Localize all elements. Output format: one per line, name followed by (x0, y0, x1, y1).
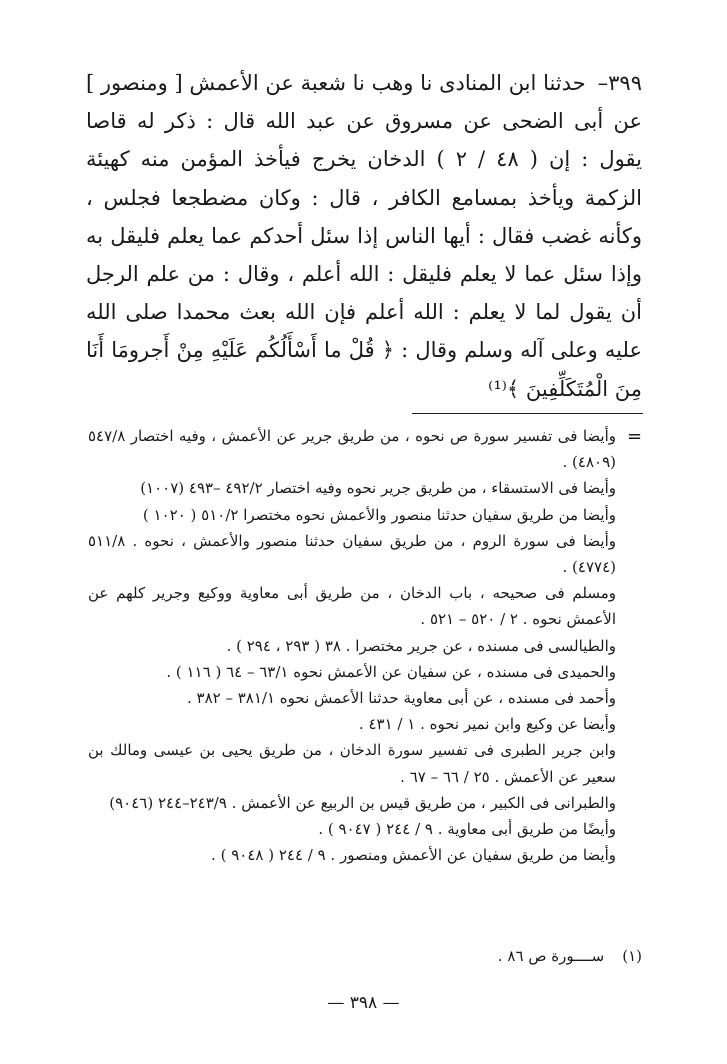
footnote-line: وأيضا من طريق سفيان حدثنا منصور والأعمش نحوه مختصرا ٥١٠/٢ ( ١٠٢٠ ) (142, 505, 616, 524)
footnote-line: وأيضًا من طريق أبى معاوية . ٩ / ٢٤٤ ( ٩٠٤٧ ) . (318, 820, 616, 839)
continuation-mark: = (627, 426, 643, 447)
footnote-line: وأيضا من طريق سفيان عن الأعمش ومنصور . ٩ / ٢٤٤ ( ٩٠٤٨ ) . (211, 846, 616, 865)
hadith-text: حدثنا ابن المنادى نا وهب نا شعبة عن الأعمش [ ومنصور ] عن أبى الضحى عن مسروق عن عبد الله قال : ذكر له قاصا يقول : إن ( ٤٨ / ٢ ) الدخان يخرج فيأخذ المؤمن منه كهيئة الزكمة ويأخذ بمسامع الكافر ، قال : وكان مضطجعا فجلس ، وكأنه غضب فقال : أيها الناس إذا سئل أحدكم عما يعلم فليقل به وإذا سئل عما لا يعلم فليقل : الله أعلم ، وقال : من علم الرجل أن يقول لما لا يعلم : الله أعلم فإن الله بعث محمدا صلى الله عليه وعلى آله وسلم وقال : ﴿ قُلْ ما أَسْأَلُكُم عَلَيْهِ مِنْ أَجرومَا أَنَا مِنَ الْمُتَكَلِّفِينَ ﴾⁽¹⁾ (86, 71, 642, 401)
footnote-line: وأيضا عن وكيع وابن نمير نحوه . ١ / ٤٣١ . (358, 715, 616, 734)
footnote-marker: (١) (622, 947, 642, 965)
footnote-line: والطيالسى فى مسنده ، عن جرير مختصرا . ٣٨ ( ٢٩٣ ، ٢٩٤ ) . (226, 636, 616, 655)
footnote-line: والطبرانى فى الكبير ، من طريق قيس بن الربيع عن الأعمش . ٢٤٣/٩–٢٤٤ (٩٠٤٦) (109, 793, 616, 812)
footnote-line: والحميدى فى مسنده ، عن سفيان عن الأعمش نحوه ٦٣/١ – ٦٤ ( ١١٦ ) . (166, 662, 616, 681)
hadith-paragraph (86, 64, 642, 408)
hadith-number: ٣٩٩– (597, 71, 642, 95)
footnote-separator (412, 413, 643, 414)
footnote-line: وأحمد فى مسنده ، عن أبى معاوية حدثنا الأعمش نحوه ٣٨١/١ – ٣٨٢ . (186, 689, 616, 708)
footnote-line: ومسلم فى صحيحه ، باب الدخان ، من طريق أبى معاوية ووكيع وجرير كلهم عن الأعمش نحوه . ٢ / ٥٢٠ – ٥٢١ . (88, 584, 616, 629)
page-number: — ٣٩٨ — (327, 993, 400, 1013)
numbered-footnote (86, 942, 642, 970)
footnote-line: وأيضا فى تفسير سورة ص نحوه ، من طريق جرير عن الأعمش ، وفيه اختصار ٥٤٧/٨ (٤٨٠٩) . (88, 427, 616, 472)
footnote-line: وأيضا فى سورة الروم ، من طريق سفيان حدثنا منصور والأعمش ، نحوه . ٥١١/٨ (٤٧٧٤) . (88, 531, 616, 577)
footnotes-block (88, 423, 616, 868)
footnote-line: وأيضا فى الاستسقاء ، من طريق جرير نحوه وفيه اختصار ٤٩٢/٢ –٤٩٣ (١٠٠٧) (140, 479, 616, 498)
footnote-line: وابن جرير الطبرى فى تفسير سورة الدخان ، من طريق يحيى بن عيسى ومالك بن سعير عن الأعمش . ٢٥ / ٦٦ – ٦٧ . (88, 741, 616, 786)
footnote-text: ســــورة ص ٨٦ . (497, 947, 605, 965)
